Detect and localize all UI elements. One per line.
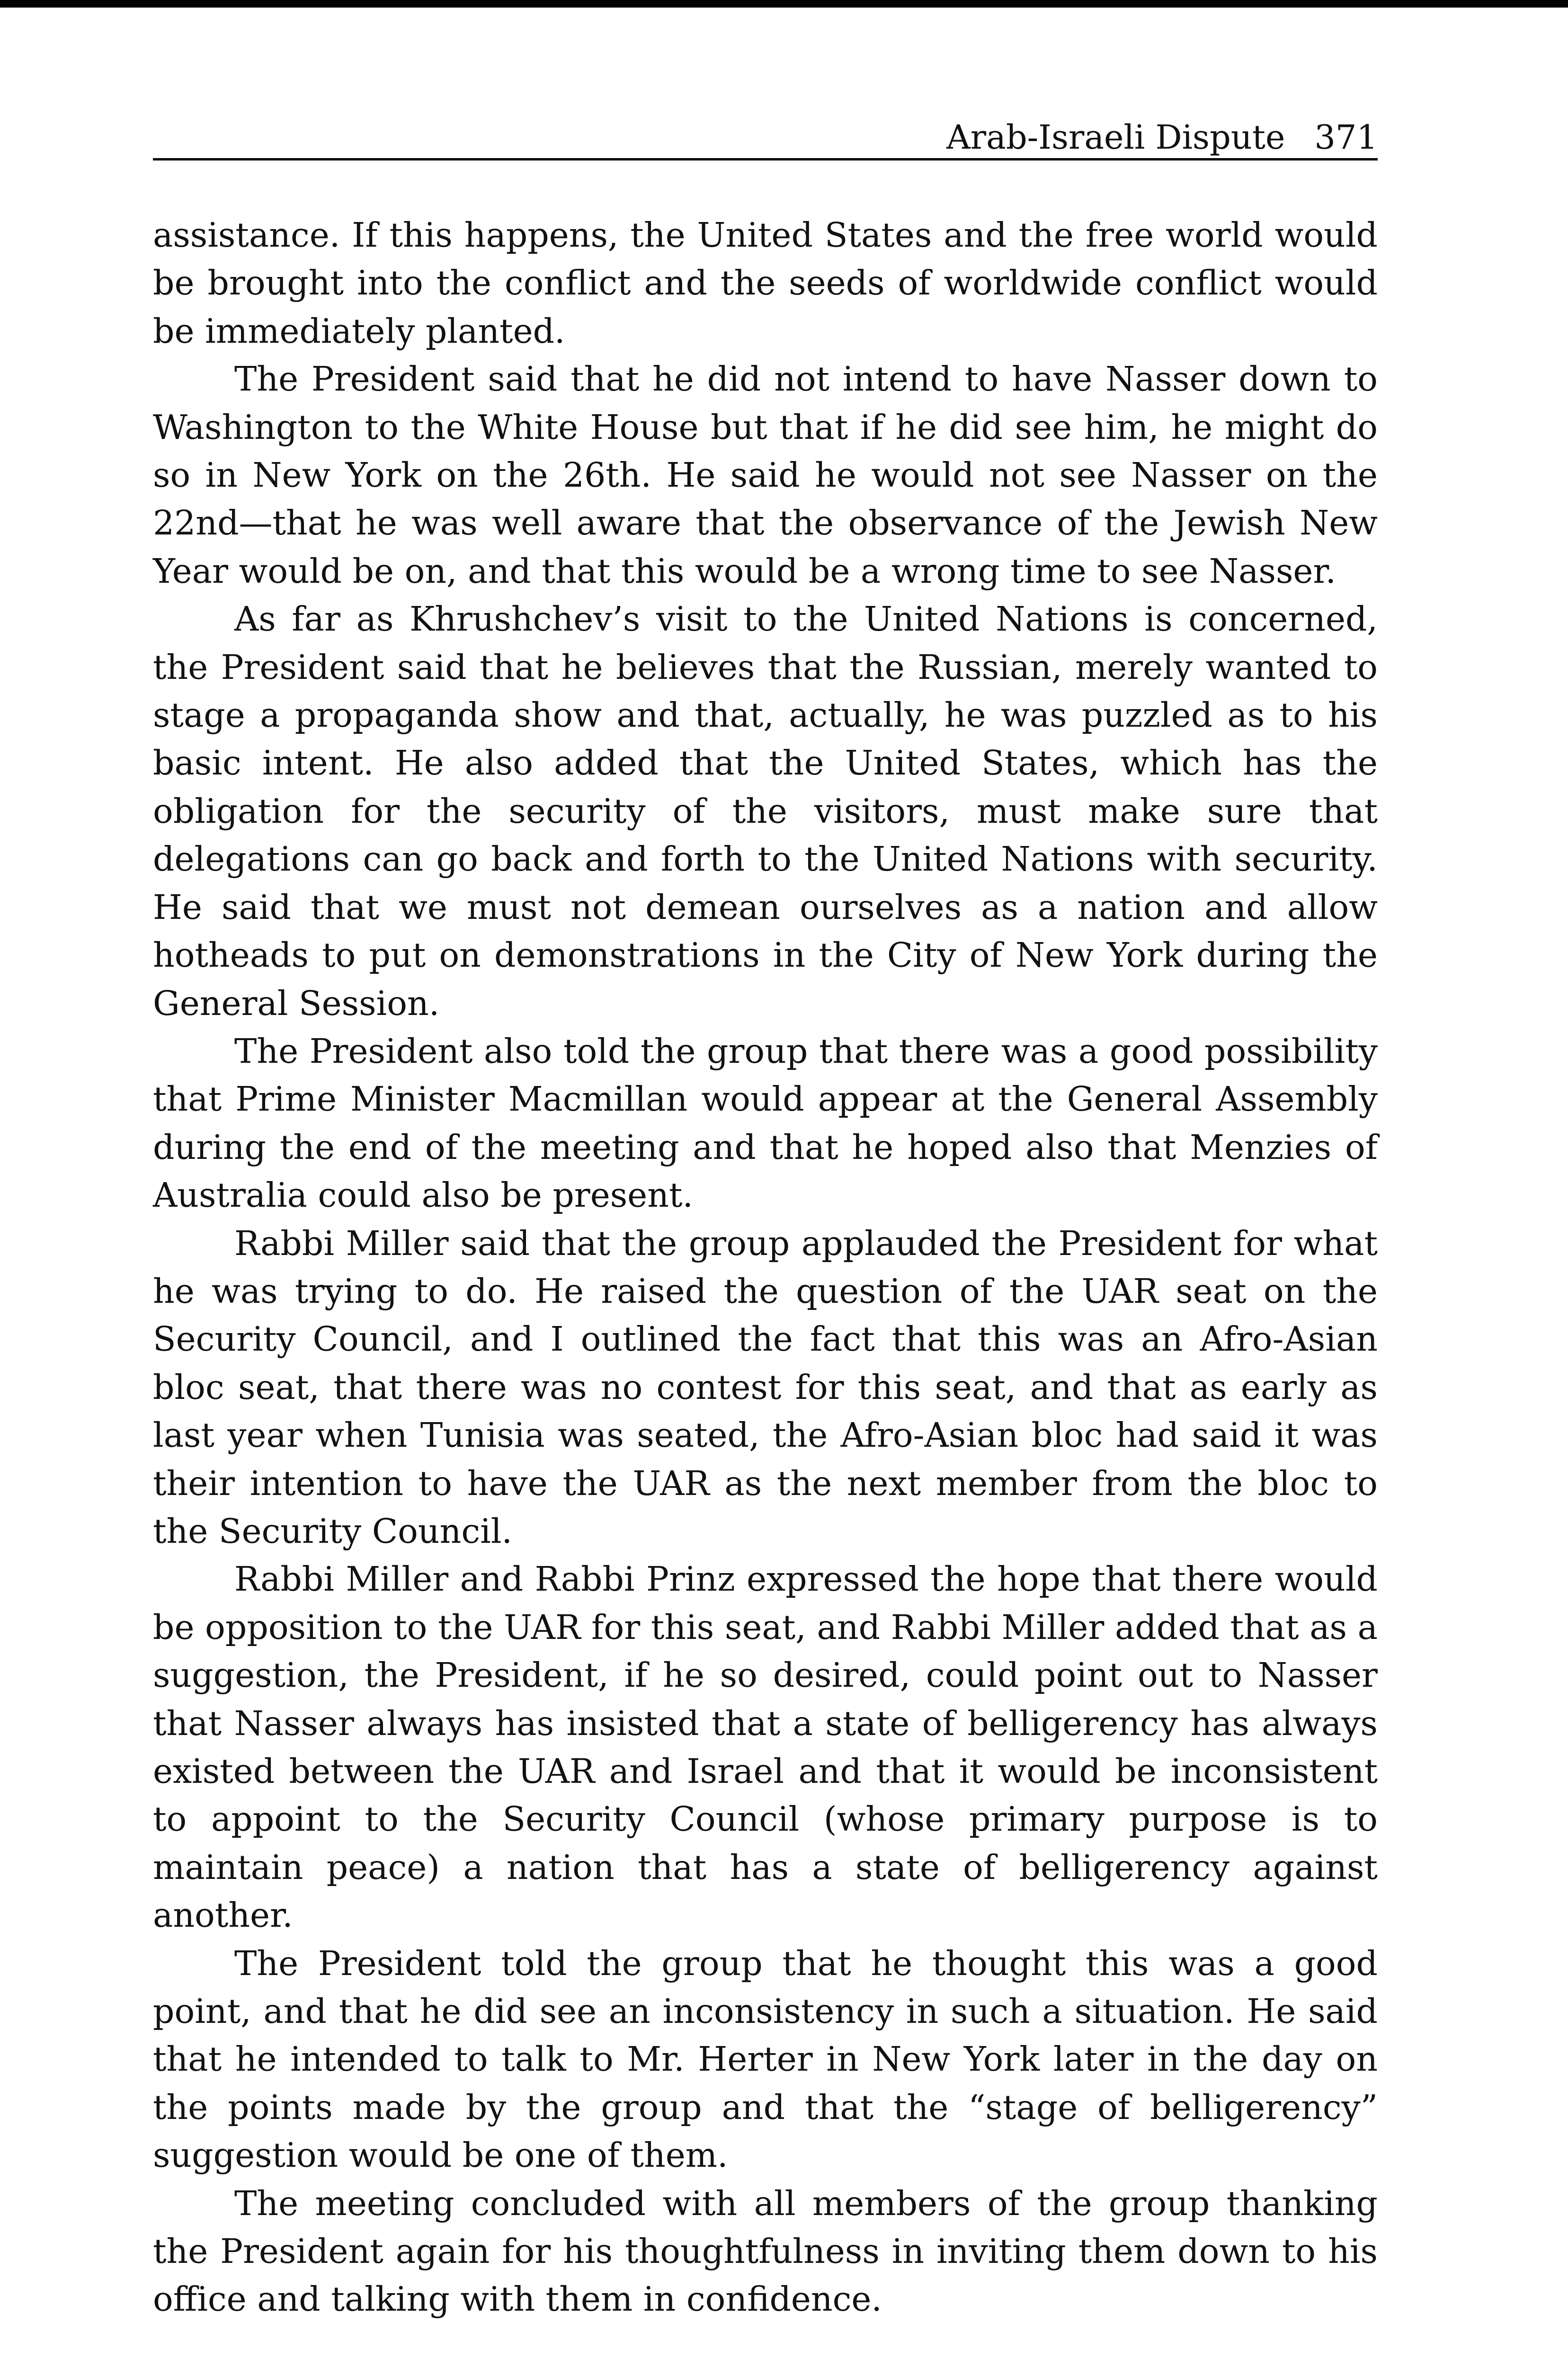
header-rule — [153, 158, 1378, 160]
paragraph: As far as Khrushchev’s visit to the United Nations is concerned, the President said that he believes that the Russian, merely wanted to stage a propaganda show and that, actually, he was puzzled as to his basic intent. He also added that the United States, which has the obligation for the security of the visitors, must make sure that delegations can go back and forth to the United Nations with security. He said that we must not demean ourselves as a nation and allow hotheads to put on demonstrations in the City of New York during the General Session. — [153, 599, 1378, 1023]
page-number: 371 — [1314, 118, 1378, 157]
running-header — [153, 114, 1378, 161]
paragraph-continued: assistance. If this happens, the United States and the free world would be brought into the conflict and the seeds of worldwide conflict would be immediately planted. — [153, 215, 1378, 351]
paragraph: The President said that he did not intend to have Nasser down to Washington to the White House but that if he did see him, he might do so in New York on the 26th. He said he would not see Nasser on the 22nd—that he was well aware that the observance of the Jewish New Year would be on, and that this would be a wrong time to see Nasser. — [153, 359, 1378, 591]
paragraph: The meeting concluded with all members of the group thanking the President again for his thoughtfulness in inviting them down to his office and talking with them in confidence. — [153, 2183, 1378, 2319]
body-text — [153, 211, 1378, 2323]
scan-top-edge — [0, 0, 1568, 8]
paragraph: The President also told the group that there was a good possibility that Prime Minister Macmillan would appear at the General Assembly during the end of the meeting and that he hoped also that Menzies of Australia could also be present. — [153, 1031, 1378, 1215]
paragraph: Rabbi Miller said that the group applauded the President for what he was trying to do. He raised the question of the UAR seat on the Security Council, and I outlined the fact that this was an Afro-Asian bloc seat, that there was no contest for this seat, and that as early as last year when Tunisia was seated, the Afro-Asian bloc had said it was their intention to have the UAR as the next member from the bloc to the Security Council. — [153, 1223, 1378, 1551]
running-title: Arab-Israeli Dispute — [946, 118, 1285, 157]
paragraph: The President told the group that he thought this was a good point, and that he did see an inconsistency in such a situation. He said that he intended to talk to Mr. Herter in New York later in the day on the points made by the group and that the “stage of belligerency” suggestion would be one of them. — [153, 1943, 1378, 2175]
paragraph: Rabbi Miller and Rabbi Prinz expressed the hope that there would be opposition to the UAR for this seat, and Rabbi Miller added that as a suggestion, the President, if he so desired, could point out to Nasser that Nasser always has insisted that a state of belligerency has always existed between the UAR and Israel and that it would be inconsistent to appoint to the Security Council (whose primary purpose is to maintain peace) a nation that has a state of belligerency against another. — [153, 1559, 1378, 1935]
